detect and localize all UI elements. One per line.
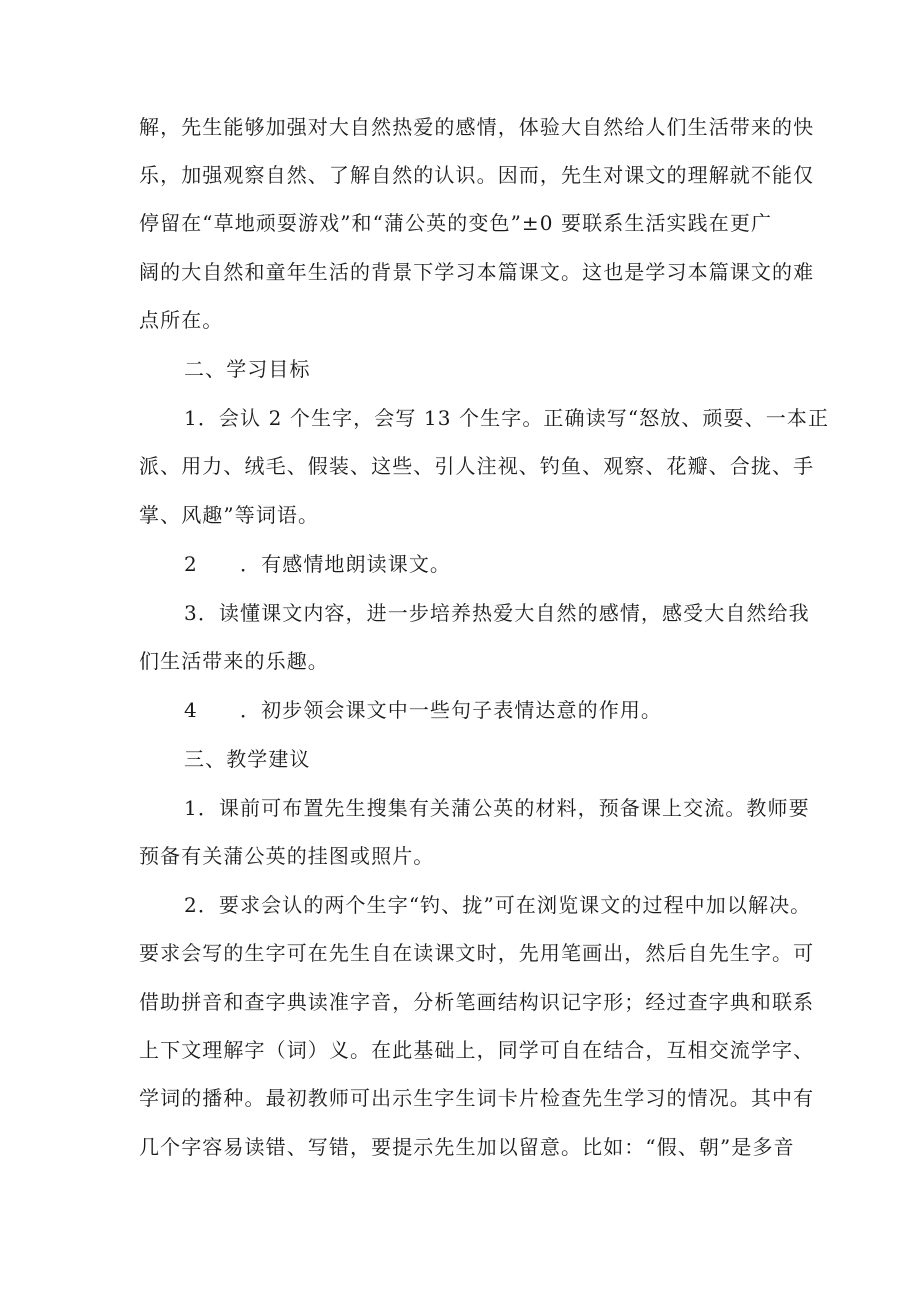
section-heading: 三、教学建议 bbox=[184, 747, 311, 771]
list-item: 2．要求会认的两个生字“钓、拢”可在浏览课文的过程中加以解决。 bbox=[184, 893, 812, 917]
list-item: 2 ．有感情地朗读课文。 bbox=[184, 552, 452, 576]
text-line: 预备有关蒲公英的挂图或照片。 bbox=[139, 844, 435, 868]
list-item: 3．读懂课文内容，进一步培养热爱大自然的感情，感受大自然给我 bbox=[184, 601, 810, 625]
list-item: 1．课前可布置先生搜集有关蒲公英的材料，预备课上交流。教师要 bbox=[184, 796, 810, 820]
text-line: 几个字容易读错、写错，要提示先生加以留意。比如：“假、朝”是多音 bbox=[139, 1135, 795, 1159]
text-line: 阔的大自然和童年生活的背景下学习本篇课文。这也是学习本篇课文的难 bbox=[139, 260, 815, 284]
text-line: 借助拼音和查字典读准字音，分析笔画结构识记字形；经过查字典和联系 bbox=[139, 990, 815, 1014]
text-line: 派、用力、绒毛、假装、这些、引人注视、钓鱼、观察、花瓣、合拢、手 bbox=[139, 454, 815, 478]
list-item: 1．会认 2 个生字，会写 13 个生字。正确读写“怒放、顽耍、一本正 bbox=[184, 406, 830, 430]
text-line: 乐，加强观察自然、了解自然的认识。因而，先生对课文的理解就不能仅 bbox=[139, 163, 815, 187]
text-line: 解，先生能够加强对大自然热爱的感情，体验大自然给人们生活带来的快 bbox=[139, 115, 815, 139]
text-line: 们生活带来的乐趣。 bbox=[139, 649, 329, 673]
text-line: 要求会写的生字可在先生自在读课文时，先用笔画出，然后自先生字。可 bbox=[139, 941, 815, 965]
section-heading: 二、学习目标 bbox=[184, 357, 311, 381]
text-line: 点所在。 bbox=[139, 308, 224, 332]
list-item: 4 ．初步领会课文中一些句子表情达意的作用。 bbox=[184, 698, 663, 722]
text-line: 掌、风趣”等词语。 bbox=[139, 503, 320, 527]
text-line: 学词的播种。最初教师可出示生字生词卡片检查先生学习的情况。其中有 bbox=[139, 1086, 815, 1110]
text-line: 停留在“草地顽耍游戏”和“蒲公英的变色”±0 要联系生活实践在更广 bbox=[139, 211, 773, 235]
text-line: 上下文理解字（词）义。在此基础上，同学可自在结合，互相交流学字、 bbox=[139, 1038, 815, 1062]
